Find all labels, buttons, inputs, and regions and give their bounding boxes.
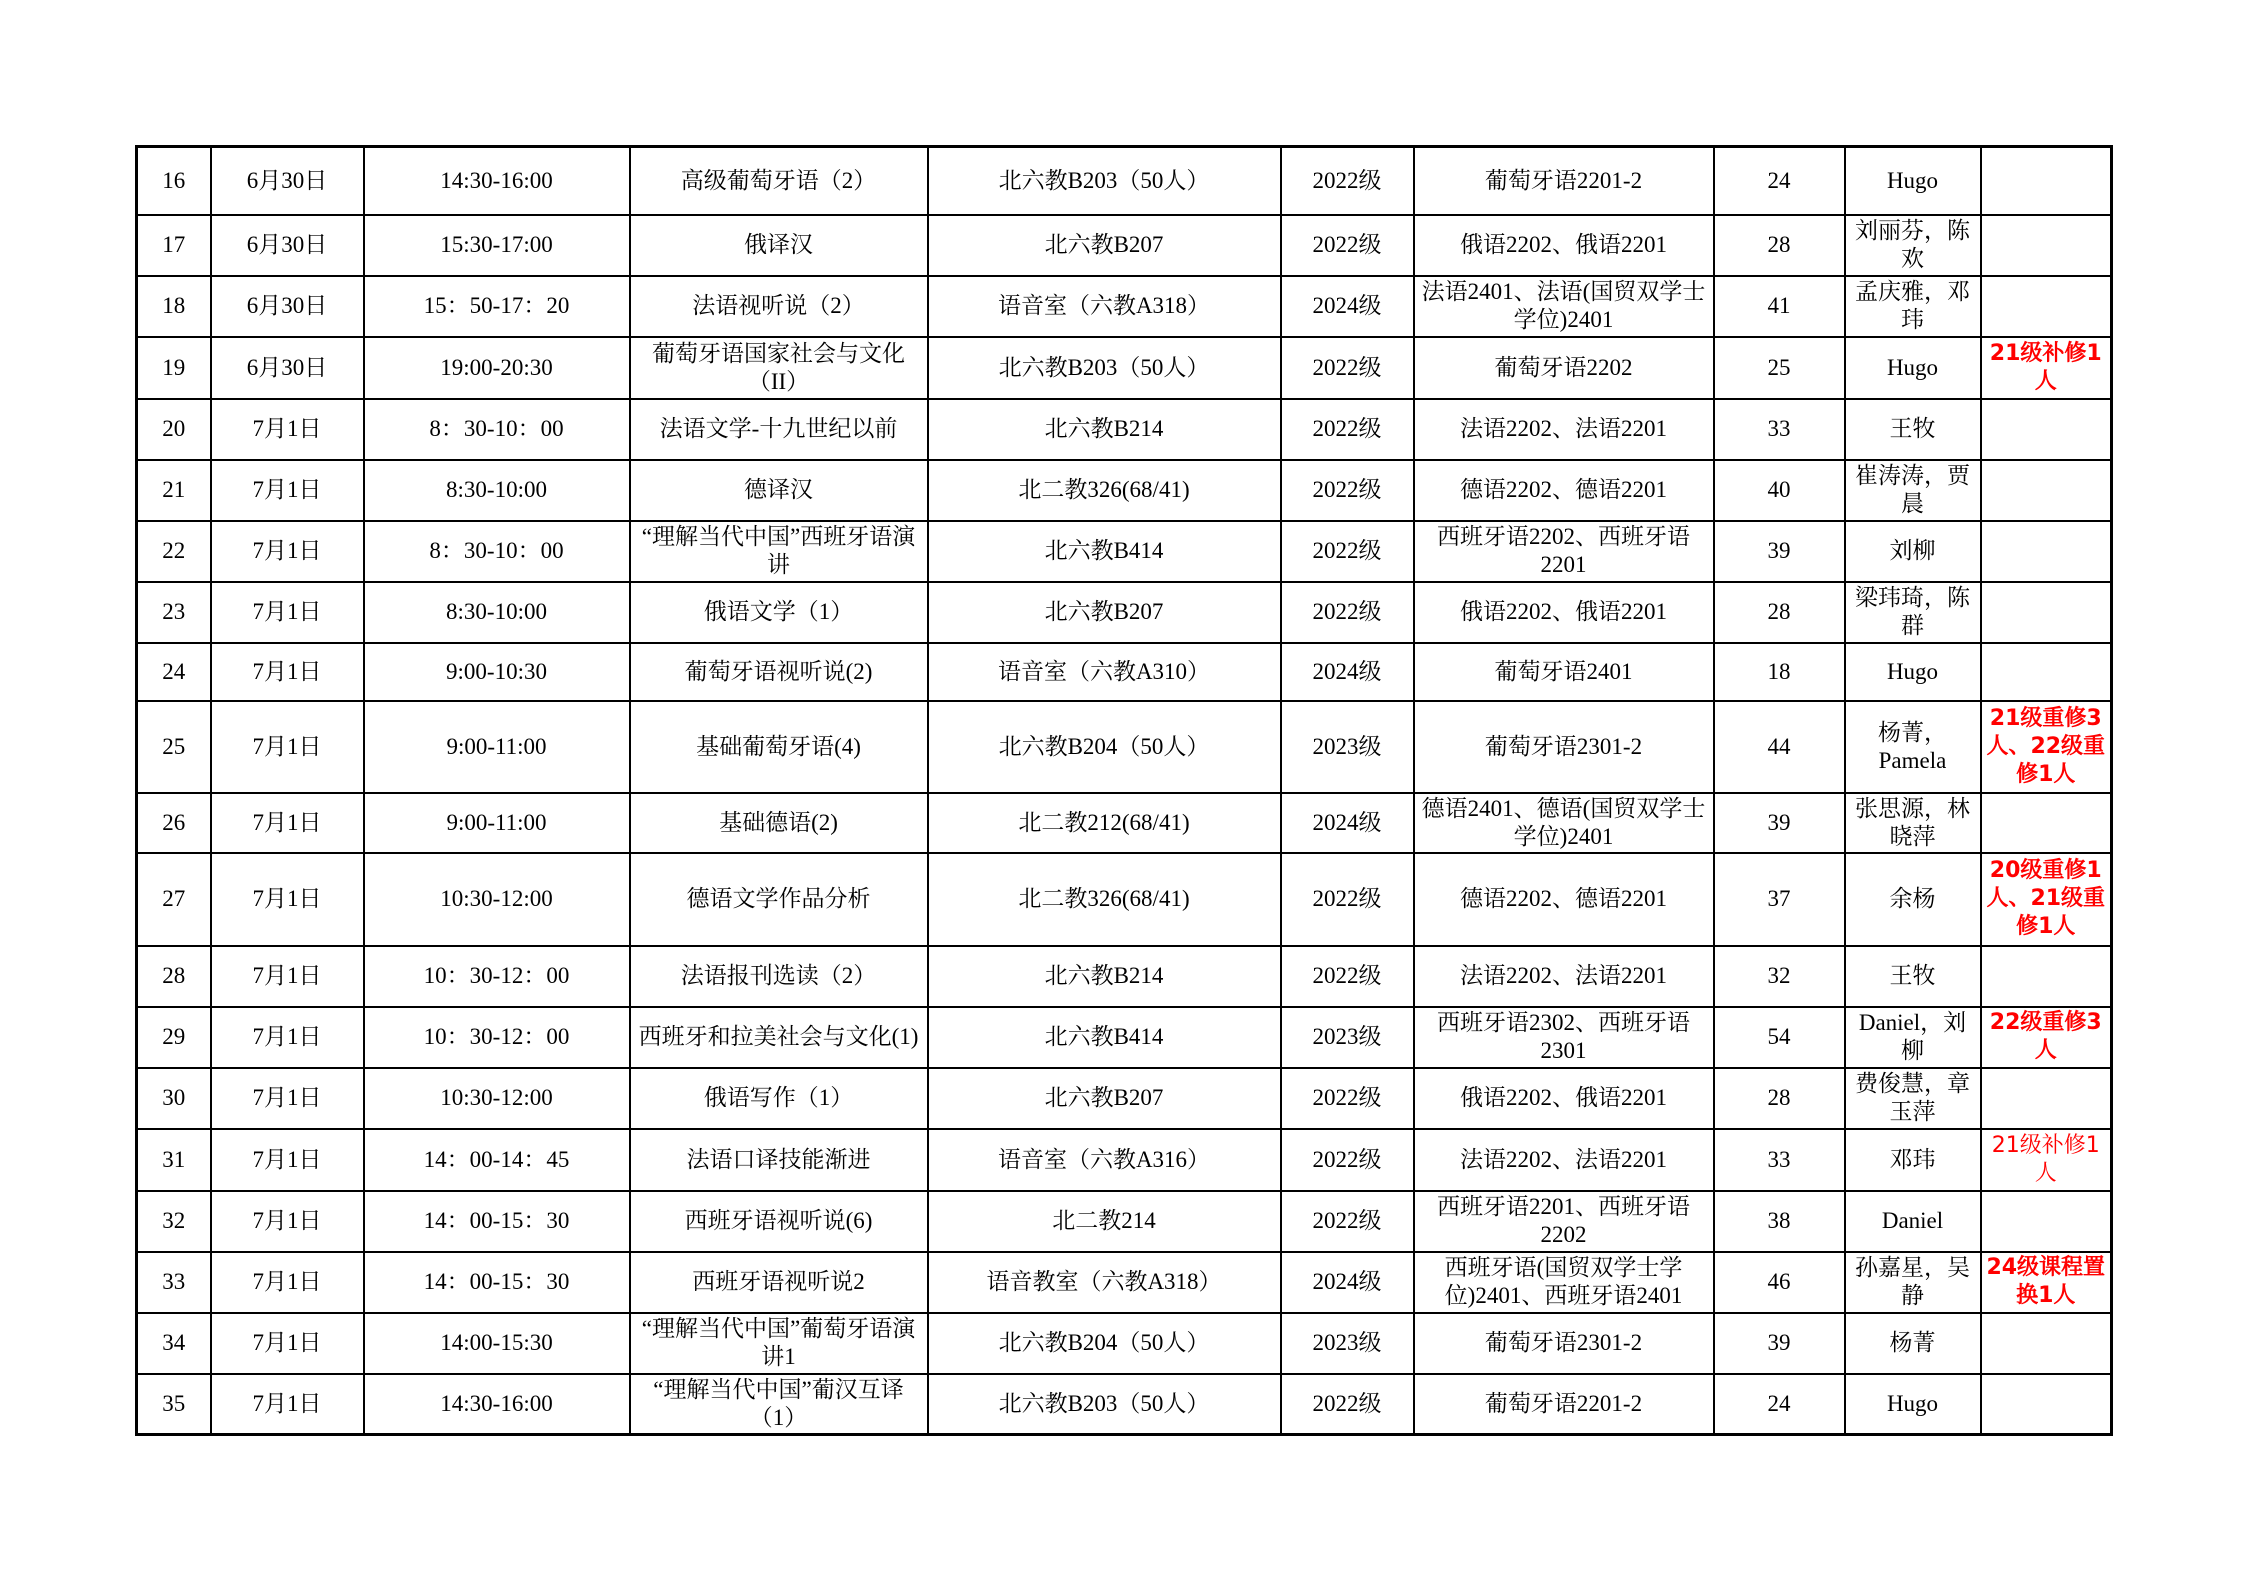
exam-time-cell: 8：30-10：00 [364,521,630,582]
class-list-cell: 法语2202、法语2201 [1414,1129,1714,1191]
schedule-row [137,1313,2112,1374]
remark-cell [1981,946,2112,1007]
row-number-cell: 19 [137,337,211,399]
course-name-cell: 法语文学-十九世纪以前 [630,399,928,460]
class-list-cell: 西班牙语2202、西班牙语2201 [1414,521,1714,582]
teacher-cell: 张思源，林晓萍 [1845,793,1981,853]
exam-time-cell: 8:30-10:00 [364,582,630,643]
remark-cell: 21级补修1人 [1981,337,2112,399]
schedule-row [137,701,2112,793]
schedule-row [137,1252,2112,1313]
exam-room-cell: 北六教B204（50人） [928,1313,1281,1374]
exam-time-cell: 14：00-15：30 [364,1191,630,1252]
course-name-cell: “理解当代中国”西班牙语演讲 [630,521,928,582]
course-name-cell: 法语口译技能渐进 [630,1129,928,1191]
class-list-cell: 法语2202、法语2201 [1414,946,1714,1007]
teacher-cell: 王牧 [1845,946,1981,1007]
exam-time-cell: 10：30-12：00 [364,946,630,1007]
course-name-cell: 法语报刊选读（2） [630,946,928,1007]
course-name-cell: 德译汉 [630,460,928,521]
class-list-cell: 葡萄牙语2201-2 [1414,1374,1714,1435]
exam-date-cell: 7月1日 [211,1068,364,1129]
exam-time-cell: 14：00-14：45 [364,1129,630,1191]
class-list-cell: 葡萄牙语2301-2 [1414,701,1714,793]
row-number-cell: 26 [137,793,211,853]
course-name-cell: 德语文学作品分析 [630,853,928,946]
exam-room-cell: 北六教B214 [928,399,1281,460]
grade-cell: 2024级 [1281,276,1414,337]
remark-cell [1981,793,2112,853]
student-count-cell: 46 [1714,1252,1845,1313]
grade-cell: 2022级 [1281,147,1414,215]
row-number-cell: 30 [137,1068,211,1129]
teacher-cell: 王牧 [1845,399,1981,460]
schedule-row [137,946,2112,1007]
class-list-cell: 法语2202、法语2201 [1414,399,1714,460]
remark-cell [1981,147,2112,215]
remark-cell [1981,582,2112,643]
schedule-row [137,1374,2112,1435]
exam-time-cell: 14：00-15：30 [364,1252,630,1313]
row-number-cell: 34 [137,1313,211,1374]
remark-cell [1981,276,2112,337]
course-name-cell: 俄语写作（1） [630,1068,928,1129]
schedule-row [137,793,2112,853]
course-name-cell: “理解当代中国”葡萄牙语演讲1 [630,1313,928,1374]
class-list-cell: 俄语2202、俄语2201 [1414,215,1714,276]
schedule-row [137,853,2112,946]
course-name-cell: 葡萄牙语视听说(2) [630,643,928,701]
row-number-cell: 24 [137,643,211,701]
row-number-cell: 16 [137,147,211,215]
grade-cell: 2022级 [1281,853,1414,946]
exam-time-cell: 10:30-12:00 [364,853,630,946]
exam-room-cell: 语音教室（六教A318） [928,1252,1281,1313]
schedule-row [137,521,2112,582]
row-number-cell: 35 [137,1374,211,1435]
student-count-cell: 39 [1714,793,1845,853]
class-list-cell: 俄语2202、俄语2201 [1414,582,1714,643]
remark-cell [1981,1313,2112,1374]
grade-cell: 2022级 [1281,521,1414,582]
student-count-cell: 38 [1714,1191,1845,1252]
schedule-row [137,399,2112,460]
class-list-cell: 西班牙语(国贸双学士学位)2401、西班牙语2401 [1414,1252,1714,1313]
class-list-cell: 葡萄牙语2201-2 [1414,147,1714,215]
remark-cell [1981,643,2112,701]
exam-room-cell: 北二教326(68/41) [928,853,1281,946]
exam-time-cell: 15:30-17:00 [364,215,630,276]
class-list-cell: 德语2202、德语2201 [1414,853,1714,946]
exam-room-cell: 北二教214 [928,1191,1281,1252]
exam-time-cell: 10:30-12:00 [364,1068,630,1129]
schedule-row [137,1068,2112,1129]
schedule-row [137,643,2112,701]
exam-date-cell: 7月1日 [211,1129,364,1191]
student-count-cell: 54 [1714,1007,1845,1068]
exam-time-cell: 14:30-16:00 [364,1374,630,1435]
exam-room-cell: 北六教B204（50人） [928,701,1281,793]
grade-cell: 2022级 [1281,1068,1414,1129]
grade-cell: 2022级 [1281,1129,1414,1191]
exam-time-cell: 8：30-10：00 [364,399,630,460]
teacher-cell: Daniel，刘柳 [1845,1007,1981,1068]
row-number-cell: 18 [137,276,211,337]
exam-room-cell: 北六教B214 [928,946,1281,1007]
remark-cell: 24级课程置换1人 [1981,1252,2112,1313]
exam-date-cell: 7月1日 [211,1252,364,1313]
grade-cell: 2024级 [1281,643,1414,701]
exam-date-cell: 7月1日 [211,399,364,460]
class-list-cell: 法语2401、法语(国贸双学士学位)2401 [1414,276,1714,337]
grade-cell: 2024级 [1281,1252,1414,1313]
row-number-cell: 20 [137,399,211,460]
teacher-cell: 孟庆雅，邓玮 [1845,276,1981,337]
grade-cell: 2022级 [1281,337,1414,399]
course-name-cell: 葡萄牙语国家社会与文化（II） [630,337,928,399]
exam-room-cell: 北六教B207 [928,1068,1281,1129]
grade-cell: 2023级 [1281,701,1414,793]
exam-date-cell: 7月1日 [211,521,364,582]
exam-room-cell: 北六教B414 [928,1007,1281,1068]
exam-room-cell: 北六教B207 [928,582,1281,643]
course-name-cell: 法语视听说（2） [630,276,928,337]
student-count-cell: 39 [1714,1313,1845,1374]
row-number-cell: 27 [137,853,211,946]
exam-room-cell: 语音室（六教A318） [928,276,1281,337]
exam-date-cell: 7月1日 [211,701,364,793]
teacher-cell: Daniel [1845,1191,1981,1252]
exam-date-cell: 6月30日 [211,337,364,399]
course-name-cell: “理解当代中国”葡汉互译（1） [630,1374,928,1435]
exam-date-cell: 7月1日 [211,643,364,701]
exam-time-cell: 19:00-20:30 [364,337,630,399]
row-number-cell: 28 [137,946,211,1007]
exam-time-cell: 14:00-15:30 [364,1313,630,1374]
exam-room-cell: 北六教B203（50人） [928,147,1281,215]
course-name-cell: 基础葡萄牙语(4) [630,701,928,793]
row-number-cell: 25 [137,701,211,793]
grade-cell: 2022级 [1281,460,1414,521]
schedule-row [137,460,2112,521]
exam-time-cell: 8:30-10:00 [364,460,630,521]
course-name-cell: 西班牙和拉美社会与文化(1) [630,1007,928,1068]
exam-time-cell: 15：50-17：20 [364,276,630,337]
exam-room-cell: 北六教B203（50人） [928,1374,1281,1435]
schedule-body [137,147,2112,1435]
exam-time-cell: 10：30-12：00 [364,1007,630,1068]
student-count-cell: 44 [1714,701,1845,793]
student-count-cell: 39 [1714,521,1845,582]
exam-date-cell: 6月30日 [211,215,364,276]
student-count-cell: 28 [1714,1068,1845,1129]
grade-cell: 2023级 [1281,1313,1414,1374]
schedule-row [137,582,2112,643]
exam-date-cell: 7月1日 [211,1007,364,1068]
exam-date-cell: 7月1日 [211,1374,364,1435]
exam-time-cell: 9:00-11:00 [364,701,630,793]
schedule-row [137,1129,2112,1191]
exam-date-cell: 7月1日 [211,793,364,853]
grade-cell: 2022级 [1281,1374,1414,1435]
course-name-cell: 高级葡萄牙语（2） [630,147,928,215]
teacher-cell: Hugo [1845,337,1981,399]
exam-time-cell: 14:30-16:00 [364,147,630,215]
schedule-row [137,337,2112,399]
teacher-cell: 刘丽芬，陈欢 [1845,215,1981,276]
exam-date-cell: 6月30日 [211,147,364,215]
exam-room-cell: 语音室（六教A310） [928,643,1281,701]
class-list-cell: 德语2202、德语2201 [1414,460,1714,521]
row-number-cell: 33 [137,1252,211,1313]
course-name-cell: 西班牙语视听说(6) [630,1191,928,1252]
exam-room-cell: 北六教B203（50人） [928,337,1281,399]
teacher-cell: 刘柳 [1845,521,1981,582]
grade-cell: 2022级 [1281,582,1414,643]
teacher-cell: 崔涛涛，贾晨 [1845,460,1981,521]
class-list-cell: 葡萄牙语2301-2 [1414,1313,1714,1374]
student-count-cell: 37 [1714,853,1845,946]
student-count-cell: 18 [1714,643,1845,701]
schedule-row [137,215,2112,276]
class-list-cell: 西班牙语2201、西班牙语2202 [1414,1191,1714,1252]
exam-schedule-table [135,145,2113,1436]
grade-cell: 2022级 [1281,946,1414,1007]
student-count-cell: 28 [1714,582,1845,643]
course-name-cell: 俄语文学（1） [630,582,928,643]
grade-cell: 2022级 [1281,1191,1414,1252]
student-count-cell: 24 [1714,147,1845,215]
row-number-cell: 23 [137,582,211,643]
student-count-cell: 33 [1714,399,1845,460]
grade-cell: 2022级 [1281,215,1414,276]
class-list-cell: 葡萄牙语2401 [1414,643,1714,701]
remark-cell [1981,460,2112,521]
grade-cell: 2022级 [1281,399,1414,460]
exam-date-cell: 7月1日 [211,1313,364,1374]
student-count-cell: 24 [1714,1374,1845,1435]
class-list-cell: 德语2401、德语(国贸双学士学位)2401 [1414,793,1714,853]
exam-room-cell: 北六教B414 [928,521,1281,582]
exam-room-cell: 北六教B207 [928,215,1281,276]
remark-cell: 21级重修3人、22级重修1人 [1981,701,2112,793]
class-list-cell: 西班牙语2302、西班牙语2301 [1414,1007,1714,1068]
teacher-cell: Hugo [1845,643,1981,701]
remark-cell: 21级补修1人 [1981,1129,2112,1191]
row-number-cell: 31 [137,1129,211,1191]
student-count-cell: 32 [1714,946,1845,1007]
remark-cell [1981,1068,2112,1129]
row-number-cell: 17 [137,215,211,276]
teacher-cell: 邓玮 [1845,1129,1981,1191]
course-name-cell: 基础德语(2) [630,793,928,853]
exam-time-cell: 9:00-10:30 [364,643,630,701]
student-count-cell: 41 [1714,276,1845,337]
schedule-row [137,1007,2112,1068]
exam-room-cell: 语音室（六教A316） [928,1129,1281,1191]
remark-cell [1981,1374,2112,1435]
teacher-cell: Hugo [1845,147,1981,215]
remark-cell [1981,399,2112,460]
student-count-cell: 28 [1714,215,1845,276]
remark-cell [1981,1191,2112,1252]
exam-date-cell: 7月1日 [211,582,364,643]
remark-cell: 20级重修1人、21级重修1人 [1981,853,2112,946]
exam-room-cell: 北二教212(68/41) [928,793,1281,853]
remark-cell [1981,215,2112,276]
teacher-cell: 梁玮琦，陈群 [1845,582,1981,643]
teacher-cell: 杨菁，Pamela [1845,701,1981,793]
grade-cell: 2024级 [1281,793,1414,853]
row-number-cell: 32 [137,1191,211,1252]
class-list-cell: 俄语2202、俄语2201 [1414,1068,1714,1129]
student-count-cell: 33 [1714,1129,1845,1191]
row-number-cell: 29 [137,1007,211,1068]
exam-date-cell: 7月1日 [211,946,364,1007]
exam-date-cell: 6月30日 [211,276,364,337]
teacher-cell: 余杨 [1845,853,1981,946]
row-number-cell: 22 [137,521,211,582]
exam-time-cell: 9:00-11:00 [364,793,630,853]
teacher-cell: Hugo [1845,1374,1981,1435]
exam-date-cell: 7月1日 [211,460,364,521]
remark-cell [1981,521,2112,582]
schedule-row [137,1191,2112,1252]
exam-date-cell: 7月1日 [211,1191,364,1252]
grade-cell: 2023级 [1281,1007,1414,1068]
student-count-cell: 25 [1714,337,1845,399]
exam-date-cell: 7月1日 [211,853,364,946]
course-name-cell: 俄译汉 [630,215,928,276]
schedule-row [137,147,2112,215]
class-list-cell: 葡萄牙语2202 [1414,337,1714,399]
teacher-cell: 费俊慧，章玉萍 [1845,1068,1981,1129]
course-name-cell: 西班牙语视听说2 [630,1252,928,1313]
student-count-cell: 40 [1714,460,1845,521]
teacher-cell: 孙嘉星，吴静 [1845,1252,1981,1313]
exam-room-cell: 北二教326(68/41) [928,460,1281,521]
remark-cell: 22级重修3人 [1981,1007,2112,1068]
row-number-cell: 21 [137,460,211,521]
teacher-cell: 杨菁 [1845,1313,1981,1374]
schedule-row [137,276,2112,337]
